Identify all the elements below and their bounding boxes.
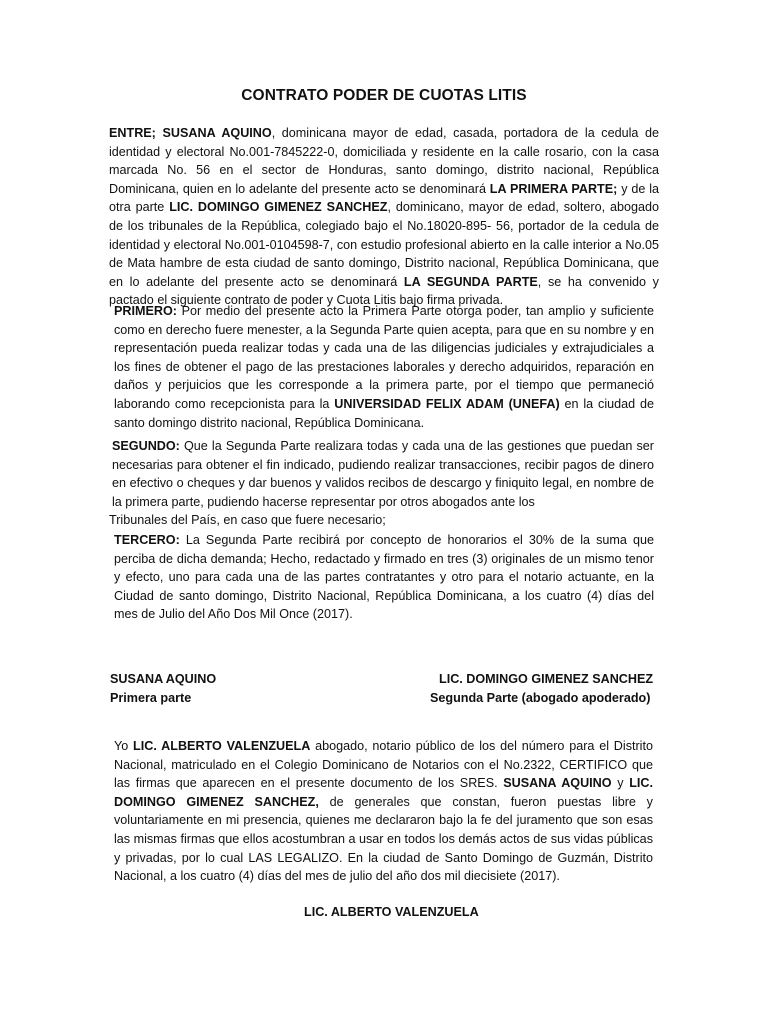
- entre-text-4: , se ha convenido y pactado el siguiente contrato de poder y Cuota Litis bajo firma privada.: [109, 274, 659, 308]
- document-title: CONTRATO PODER DE CUOTAS LITIS: [241, 87, 527, 104]
- paragraph-entre: [109, 124, 659, 310]
- university-name: UNIVERSIDAD FELIX ADAM (UNEFA): [334, 396, 560, 411]
- entre-text-2: y de la otra parte: [109, 181, 659, 215]
- paragraph-tercero: [114, 531, 654, 624]
- notary-text-3: de generales que constan, fueron puestas libre y voluntariamente en mi presencia, quienes me declararon bajo la fe del juramento que son esas las mismas firmas que ellos acostumbran a usar en todos los demás actos de sus vidas públicas y privadas, por lo cual LAS LEGALIZO. En la ciudad de Santo Domingo de Guzmán, Distrito Nacional, a los cuatro (4) días del mes de julio del año dos mil diecisiete (2017).: [114, 794, 653, 884]
- paragraph-segundo: [109, 437, 654, 530]
- paragraph-notary-certification: [114, 737, 653, 886]
- notary-party2: LIC. DOMINGO GIMENEZ SANCHEZ,: [114, 776, 654, 809]
- signature-block-primera-parte: [110, 670, 216, 707]
- tercero-text-1: La Segunda Parte recibirá por concepto de honorarios el 30% de la suma que perciba de dicha demanda; Hecho, redactado y firmado en tres (3) originales de un mismo tenor y efecto, uno para cada una de las partes contratantes y otro para el notario actuante, en la Ciudad de santo domingo, Distrito Nacional, República Dominicana, a los cuatro (4) días del mes de Julio del Año Dos Mil Once (2017).: [114, 533, 654, 622]
- entre-lead: ENTRE;: [109, 126, 163, 140]
- segundo-text-2: Tribunales del País, en caso que fuere necesario;: [109, 513, 386, 528]
- notary-name: LIC. ALBERTO VALENZUELA: [133, 739, 311, 753]
- segundo-text-1: Que la Segunda Parte realizara todas y cada una de las gestiones que puedan ser necesarias para obtener el fin indicado, pudiendo realizar transacciones, recibir pagos de dinero en efectivo o cheques y dar buenos y validos recibos de descargo y finiquito legal, en nombre de la primera parte, pudiendo hacerse representar por otros abogados ante los: [112, 439, 654, 509]
- signature-name-left: SUSANA AQUINO: [110, 672, 217, 686]
- segundo-label: SEGUNDO:: [112, 439, 180, 453]
- signature-name-right: LIC. DOMINGO GIMENEZ SANCHEZ: [439, 672, 654, 686]
- primero-label: PRIMERO:: [114, 304, 177, 318]
- paragraph-primero: [114, 302, 654, 432]
- party1-label: LA PRIMERA PARTE;: [489, 181, 618, 196]
- entre-text-1: , dominicana mayor de edad, casada, portadora de la cedula de identidad y electoral No.001-7845222-0, domiciliada y residente en la calle rosario, con la casa marcada No. 56 en el sector de Honduras, santo domingo, distrito nacional, República Dominicana, quien en lo adelante del presente acto se denominará: [109, 126, 660, 196]
- entre-text-3: , dominicano, mayor de edad, soltero, abogado de los tribunales de la República, colegiado bajo el No.18020-895- 56, portador de la cedula de identidad y electoral No.001-0104598-7, con estudio profesional abierto en la calle interior a No.05 de Mata hambre de esta ciudad de santo domingo, Distrito nacional, República Dominicana, que en lo adelante del presente acto se denominará: [109, 200, 660, 289]
- notary-text-1: abogado, notario público de los del número para el Distrito Nacional, matriculado en el Colegio Dominicano de Notarios con el No.2322, CERTIFICO que las firmas que aparecen en el presente documento de los SRES.: [114, 739, 653, 791]
- notary-signature: LIC. ALBERTO VALENZUELA: [304, 905, 479, 919]
- party2-label: LA SEGUNDA PARTE: [403, 274, 538, 289]
- tercero-label: TERCERO:: [114, 533, 180, 547]
- notary-lead: Yo: [114, 739, 134, 753]
- party2-name: LIC. DOMINGO GIMENEZ SANCHEZ: [169, 200, 388, 215]
- signature-block-segunda-parte: [430, 670, 653, 707]
- primero-text-1: Por medio del presente acto la Primera Parte otorga poder, tan amplio y suficiente como en derecho fuere menester, a la Segunda Parte quien acepta, para que en su nombre y en representación pueda realizar todas y cada una de las diligencias judiciales y extrajudiciales a los fines de obtener el pago de las prestaciones laborales y derecho adquiridos, reparación en daños y perjuicios que les corresponde a la primera parte, por el tiempo que permaneció laborando como recepcionista para la: [114, 304, 654, 411]
- notary-text-2: y: [611, 776, 630, 791]
- signature-role-right: Segunda Parte (abogado apoderado): [430, 690, 651, 705]
- signature-role-left: Primera parte: [110, 690, 192, 705]
- primero-text-2: en la ciudad de santo domingo distrito nacional, República Dominicana.: [114, 396, 654, 430]
- party1-name: SUSANA AQUINO: [162, 126, 272, 140]
- notary-party1: SUSANA AQUINO: [503, 776, 612, 791]
